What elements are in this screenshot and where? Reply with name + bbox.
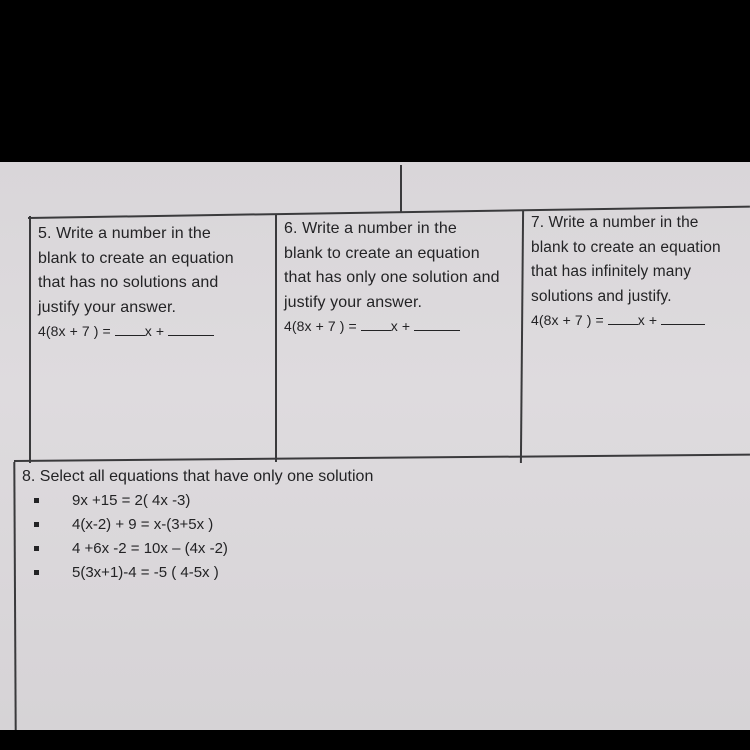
- problem-7-blank-coefficient[interactable]: [608, 312, 638, 325]
- problem-7-line-2: blank to create an equation: [531, 238, 721, 256]
- problem-5-blank-coefficient[interactable]: [115, 323, 145, 336]
- question-8-option-4[interactable]: [22, 561, 373, 585]
- problem-6-line-2: blank to create an equation: [284, 244, 480, 262]
- bullet-icon: [34, 570, 39, 575]
- option-3-text: 4 +6x -2 = 10x – (4x -2): [72, 540, 228, 557]
- question-8-option-1[interactable]: [22, 489, 373, 513]
- option-2-text: 4(x-2) + 9 = x-(3+5x ): [72, 516, 214, 533]
- problem-7-line-4: solutions and justify.: [531, 287, 672, 305]
- problem-6-equation: [284, 317, 500, 335]
- problem-5-line-2: blank to create an equation: [38, 249, 234, 267]
- option-1-text: 9x +15 = 2( 4x -3): [72, 492, 191, 509]
- question-8-option-2[interactable]: [22, 513, 373, 537]
- cell-6-left-border: [275, 214, 277, 462]
- problem-7-line-3: that has infinitely many: [531, 263, 692, 280]
- problem-7-equation: [531, 311, 721, 329]
- problem-5-equation: [38, 322, 234, 340]
- problem-6-line-3: that has only one solution and: [284, 269, 500, 286]
- problem-5-blank-constant[interactable]: [168, 323, 214, 336]
- problem-6-equation-prefix: 4(8x + 7 ) =: [284, 318, 361, 334]
- problem-6-equation-mid: x +: [390, 318, 415, 334]
- problem-6-blank-coefficient[interactable]: [361, 318, 391, 331]
- problem-5-line-1: 5. Write a number in the: [38, 225, 211, 242]
- question-8-options: [22, 489, 373, 585]
- problem-7: [531, 211, 721, 329]
- problem-6-line-4: justify your answer.: [284, 293, 423, 311]
- question-8: [22, 465, 373, 585]
- cell-5-left-border: [29, 216, 31, 463]
- problem-7-equation-mid: x +: [637, 312, 662, 328]
- problem-6-line-1: 6. Write a number in the: [284, 220, 457, 237]
- question-8-title: 8. Select all equations that have only one solution: [22, 468, 374, 485]
- problem-7-blank-constant[interactable]: [661, 312, 705, 325]
- problem-7-line-1: 7. Write a number in the: [531, 214, 699, 231]
- bullet-icon: [34, 498, 39, 503]
- bullet-icon: [34, 546, 39, 551]
- problem-6: [284, 217, 500, 335]
- problem-5-line-4: justify your answer.: [38, 298, 177, 316]
- option-4-text: 5(3x+1)-4 = -5 ( 4-5x ): [72, 564, 219, 581]
- upper-row-divider: [400, 165, 402, 213]
- problem-5-equation-mid: x +: [144, 323, 169, 339]
- bullet-icon: [34, 522, 39, 527]
- question-8-option-3[interactable]: [22, 537, 373, 561]
- problem-5-line-3: that has no solutions and: [38, 274, 219, 291]
- problem-5: [38, 222, 234, 340]
- problem-6-blank-constant[interactable]: [414, 318, 460, 331]
- problem-5-equation-prefix: 4(8x + 7 ) =: [38, 323, 115, 339]
- problem-7-equation-prefix: 4(8x + 7 ) =: [531, 312, 608, 328]
